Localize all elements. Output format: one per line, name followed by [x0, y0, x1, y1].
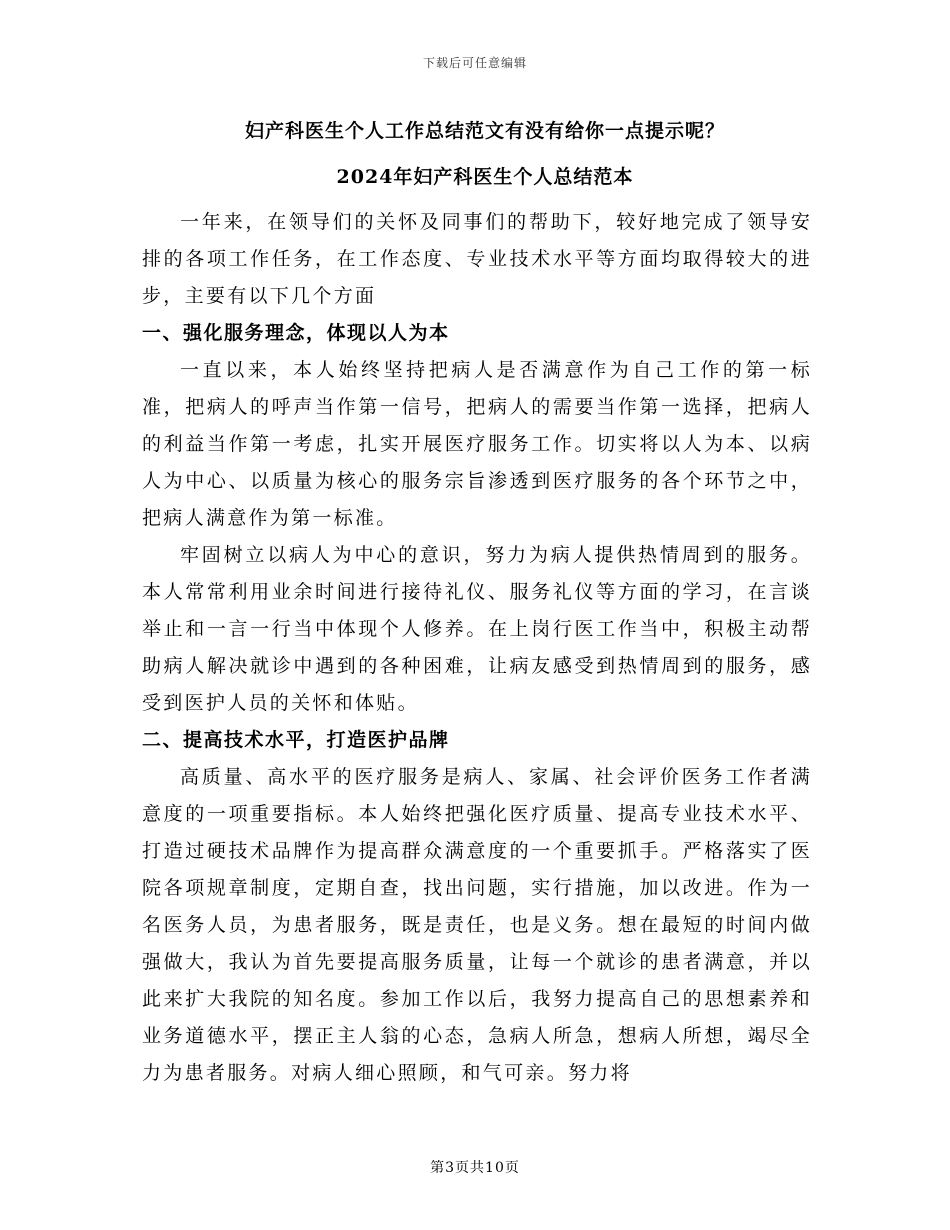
page-number-footer: 第3页共10页 [430, 1160, 520, 1176]
document-title: 妇产科医生个人工作总结范文有没有给你一点提示呢？ [244, 120, 725, 142]
section-1-heading: 一、强化服务理念，体现以人为本 [142, 322, 450, 344]
section-1-paragraph-1: 一直以来，本人始终坚持把病人是否满意作为自己工作的第一标准，把病人的呼声当作第一信号，把病人的需要当作第一选择，把病人的利益当作第一考虑，扎实开展医疗服务工作。切实将以人为本、以病人为中心、以质量为核心的服务宗旨渗透到医疗服务的各个环节之中，把病人满意作为第一标准。 [142, 359, 812, 529]
header-note: 下载后可任意编辑 [422, 56, 527, 70]
intro-paragraph: 一年来，在领导们的关怀及同事们的帮助下，较好地完成了领导安排的各项工作任务，在工作态度、专业技术水平等方面均取得较大的进步，主要有以下几个方面 [142, 211, 812, 307]
section-2-heading: 二、提高技术水平，打造医护品牌 [142, 729, 450, 751]
section-2-paragraph-1: 高质量、高水平的医疗服务是病人、家属、社会评价医务工作者满意度的一项重要指标。本人始终把强化医疗质量、提高专业技术水平、打造过硬技术品牌作为提高群众满意度的一个重要抓手。严格落实了医院各项规章制度，定期自查，找出问题，实行措施，加以改进。作为一名医务人员，为患者服务，既是责任，也是义务。想在最短的时间内做强做大，我认为首先要提高服务质量，让每一个就诊的患者满意，并以此来扩大我院的知名度。参加工作以后，我努力提高自己的思想素养和业务道德水平，摆正主人翁的心态，急病人所急，想病人所想，竭尽全力为患者服务。对病人细心照顾，和气可亲。努力将 [142, 766, 812, 1084]
document-body [142, 204, 812, 1092]
document-subtitle: 2024年妇产科医生个人总结范本 [336, 166, 634, 188]
section-1-paragraph-2: 牢固树立以病人为中心的意识，努力为病人提供热情周到的服务。本人常常利用业余时间进行接待礼仪、服务礼仪等方面的学习，在言谈举止和一言一行当中体现个人修养。在上岗行医工作当中，积极主动帮助病人解决就诊中遇到的各种困难，让病友感受到热情周到的服务，感受到医护人员的关怀和体贴。 [142, 544, 812, 714]
